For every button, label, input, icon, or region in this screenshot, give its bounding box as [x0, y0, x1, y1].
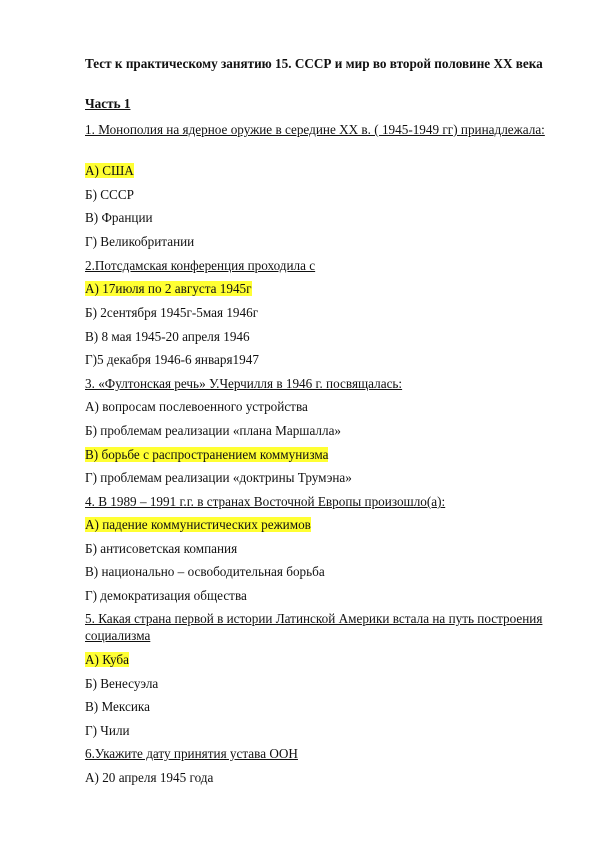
answer-highlight: А) падение коммунистических режимов	[85, 517, 311, 532]
question-5-option-a	[85, 651, 129, 668]
question-2-option-c: В) 8 мая 1945-20 апреля 1946	[85, 329, 250, 344]
answer-highlight: А) 17июля по 2 августа 1945г	[85, 281, 252, 296]
question-2-option-d: Г)5 декабря 1946-6 января1947	[85, 352, 259, 367]
answer-highlight: В) борьбе с распространением коммунизма	[85, 447, 329, 462]
question-4-option-c: В) национально – освободительная борьба	[85, 564, 325, 579]
question-5-option-c: В) Мексика	[85, 699, 150, 714]
question-5-option-d: Г) Чили	[85, 723, 130, 738]
question-2-option-b: Б) 2сентября 1945г-5мая 1946г	[85, 305, 259, 320]
question-4-text: 4. В 1989 – 1991 г.г. в странах Восточной Европы произошло(а):	[85, 494, 446, 509]
question-4-option-a	[85, 516, 311, 533]
question-1-option-c: В) Франции	[85, 210, 153, 225]
document-title: Тест к практическому занятию 15. СССР и мир во второй половине XX века	[85, 56, 543, 71]
question-6-option-a: А) 20 апреля 1945 года	[85, 770, 214, 785]
question-1-option-b: Б) СССР	[85, 187, 134, 202]
answer-highlight: А) Куба	[85, 652, 129, 667]
part-heading: Часть 1	[85, 96, 131, 111]
question-3-option-c	[85, 446, 328, 463]
question-5-text: 5. Какая страна первой в истории Латинской Америки встала на путь построения социализма	[85, 611, 543, 643]
question-2-option-a	[85, 280, 252, 297]
question-4-option-d: Г) демократизация общества	[85, 588, 247, 603]
question-3-text: 3. «Фултонская речь» У.Черчилля в 1946 г. посвящалась:	[85, 376, 403, 391]
question-6-text: 6.Укажите дату принятия устава ООН	[85, 746, 298, 761]
question-3-option-a: А) вопросам послевоенного устройства	[85, 399, 308, 414]
question-1-option-d: Г) Великобритании	[85, 234, 195, 249]
question-2-text: 2.Потсдамская конференция проходила с	[85, 258, 316, 273]
question-4-option-b: Б) антисоветская компания	[85, 541, 238, 556]
question-1-option-a	[85, 162, 134, 179]
question-1-text: 1. Монополия на ядерное оружие в середине XX в. ( 1945-1949 гг) принадлежала:	[85, 122, 545, 137]
question-3-option-b: Б) проблемам реализации «плана Маршалла»	[85, 423, 342, 438]
answer-highlight: А) США	[85, 163, 134, 178]
question-3-option-d: Г) проблемам реализации «доктрины Трумэна»	[85, 470, 352, 485]
question-5-option-b: Б) Венесуэла	[85, 676, 159, 691]
